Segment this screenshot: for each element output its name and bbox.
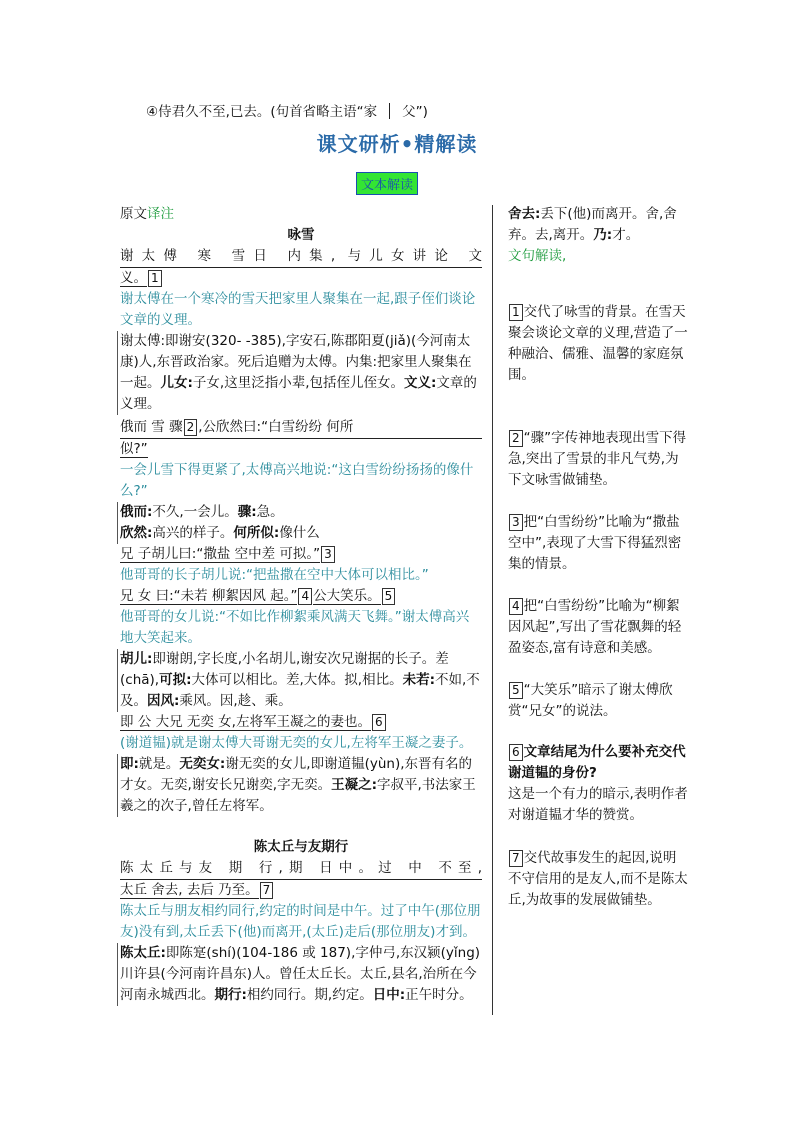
annotation: 即:就是。无奕女:谢无奕的女儿,即谢道韫(yùn),东晋有名的才女。无奕,谢安长兄谢奕,字无奕。王凝之:字叔平,书法家王羲之的次子,曾任左将军。 [117, 754, 482, 817]
right-top-note: 舍去:丢下(他)而离开。舍,舍弃。去,离开。乃:才。 [508, 206, 677, 243]
left-column [120, 204, 482, 1006]
reading-1: 1 交代了咏雪的背景。在雪天聚会谈论文章的义理,营造了一种融洽、儒雅、温馨的家庭氛围。 [508, 304, 688, 383]
annotation: 胡儿:即谢朗,字长度,小名胡儿,谢安次兄谢据的长子。差(chā),可拟:大体可以相比。差,大体。拟,相比。未若:不如,不及。因风:乘风。因,趁、乘。 [117, 649, 482, 712]
marker-5: 5 [382, 588, 396, 605]
marker-6: 6 [372, 714, 386, 731]
translation: 他哥哥的女儿说:“不如比作柳絮乘风满天飞舞。”谢太傅高兴地大笑起来。 [120, 609, 470, 646]
translation: 陈太丘与朋友相约同行,约定的时间是中午。过了中午(那位朋友)没有到,太丘丢下(他)而离开,(太丘)走后(那位朋友)才到。 [120, 903, 481, 940]
top-note [146, 100, 428, 120]
orig-line: 兄 子胡儿曰:“撒盐 空中差 可拟。” 3 [120, 544, 482, 565]
reading-7: 7 交代故事发生的起因,说明不守信用的是友人,而不是陈太丘,为故事的发展做铺垫。 [508, 850, 688, 908]
translation: (谢道韫)就是谢太傅大哥谢无奕的女儿,左将军王凝之妻子。 [120, 735, 473, 751]
top-note-left: ④侍君久不至,已去。(句首省略主语“家 [146, 104, 378, 120]
title-chentaiqiu: 陈太丘与友期行 [253, 839, 349, 855]
reading-2: 2 “骤”字传神地表现出雪下得急,突出了雪景的非凡气势,为下文咏雪做铺垫。 [508, 430, 687, 488]
orig-line: 俄而 雪 骤 2 ,公欣然曰:“白雪纷纷 何所 [120, 417, 482, 439]
annotation: 谢太傅:即谢安(320- -385),字安石,陈郡阳夏(jiǎ)(今河南太康)人,东晋政治家。死后追赠为太傅。内集:把家里人聚集在一起。儿女:子女,这里泛指小辈,包括侄儿侄女。文义:文章的义理。 [117, 331, 482, 415]
marker-7: 7 [260, 882, 274, 899]
reading-5: 5 “大笑乐”暗示了谢太傅欣赏“兄女”的说法。 [508, 682, 673, 719]
marker-2: 2 [184, 419, 198, 436]
marker-4: 4 [509, 598, 523, 615]
column-divider [492, 205, 493, 1015]
orig-line: 谢太傅 寒 雪日 内集, 与儿女讲论 文 [120, 246, 482, 268]
right-column [508, 204, 688, 908]
marker-3: 3 [321, 546, 335, 563]
left-label [120, 204, 482, 225]
page-title: 课文研析•精解读 [316, 132, 478, 156]
translation: 一会儿雪下得更紧了,太傅高兴地说:“这白雪纷纷扬扬的像什么?” [120, 462, 474, 499]
label-orig: 原文 [120, 206, 147, 222]
title-yongxue: 咏雪 [287, 227, 315, 243]
translation: 他哥哥的长子胡儿说:“把盐撒在空中大体可以相比。” [120, 567, 429, 583]
top-note-right: 父”) [402, 104, 428, 120]
marker-5: 5 [509, 682, 523, 699]
orig-line: 似?” [120, 441, 148, 457]
label-yizhu: 译注 [147, 206, 174, 222]
marker-1: 1 [148, 270, 162, 287]
marker-7: 7 [509, 850, 523, 867]
reading-4: 4 把“白雪纷纷”比喻为“柳絮因风起”,写出了雪花飘舞的轻盈姿态,富有诗意和美感。 [508, 598, 682, 656]
translation: 谢太傅在一个寒冷的雪天把家里人聚集在一起,跟子侄们谈论文章的义理。 [120, 291, 476, 328]
divider [389, 103, 390, 119]
annotation: 俄而:不久,一会儿。骤:急。 欣然:高兴的样子。何所似:像什么 [117, 502, 482, 544]
marker-6: 6 [509, 744, 523, 761]
orig-line: 兄 女 曰:“未若 柳絮因风 起。” 4 公大笑乐。 5 [120, 586, 482, 607]
orig-line: 陈太丘与友 期 行,期 日中。过 中 不至, [120, 858, 482, 880]
orig-line: 义。 1 [120, 268, 482, 289]
annotation: 陈太丘:即陈寔(shí)(104-186 或 187),字仲弓,东汉颍(yǐng)川许县(今河南许昌东)人。曾任太丘长。太丘,县名,治所在今河南永城西北。期行:相约同行。期,约定。日中:正午时分。 [117, 943, 482, 1006]
reading-3: 3 把“白雪纷纷”比喻为“撒盐空中”,表现了大雪下得猛烈密集的情景。 [508, 514, 682, 572]
reading-6: 6 文章结尾为什么要补充交代谢道韫的身份? 这是一个有力的暗示,表明作者对谢道韫才华的赞赏。 [508, 744, 688, 823]
marker-2: 2 [509, 430, 523, 447]
orig-line: 太丘 舍去, 去后 乃至。 7 [120, 880, 482, 901]
right-label: 文句解读, [508, 248, 567, 264]
marker-1: 1 [509, 304, 523, 321]
section-badge: 文本解读 [356, 172, 418, 195]
marker-4: 4 [298, 588, 312, 605]
marker-3: 3 [509, 514, 523, 531]
orig-line: 即 公 大兄 无奕 女,左将军王凝之的妻也。 6 [120, 712, 482, 733]
